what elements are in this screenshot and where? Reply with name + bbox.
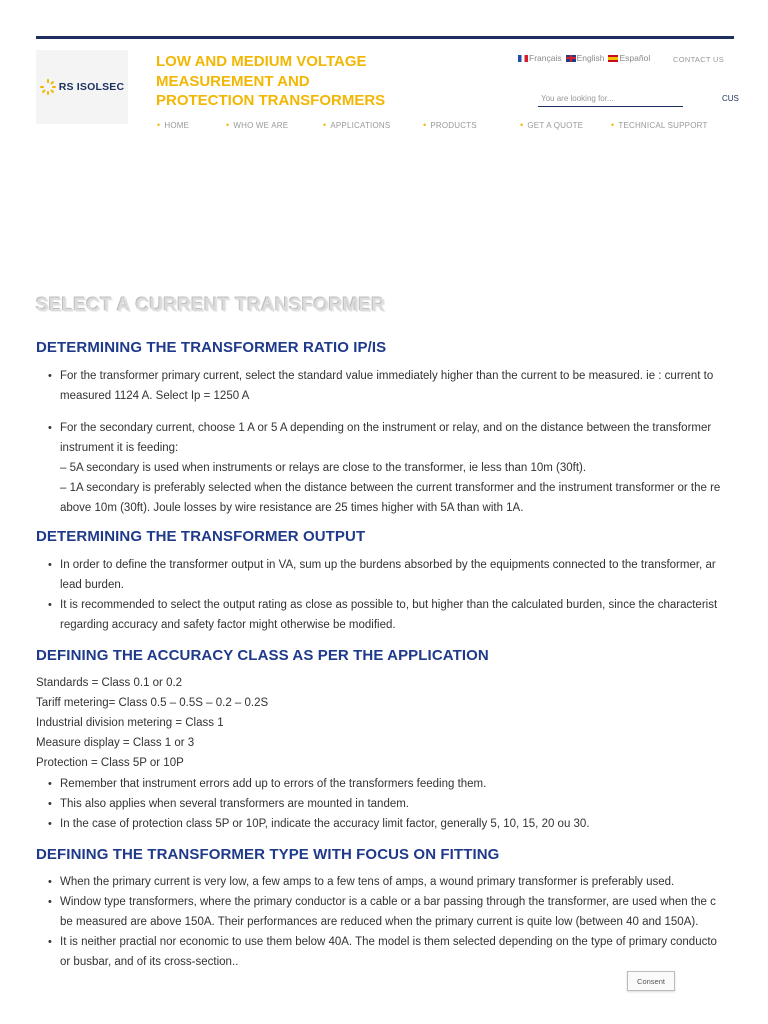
list-item: • For the secondary current, choose 1 A or 5 A depending on the instrument or relay, and on the distance between the transformer bbox=[48, 418, 734, 438]
section-heading-ratio: DETERMINING THE TRANSFORMER RATIO IP/IS bbox=[36, 339, 387, 356]
bullet-dot-icon: • bbox=[226, 120, 230, 130]
text-line: Industrial division metering = Class 1 bbox=[36, 717, 224, 729]
language-french[interactable] bbox=[518, 53, 562, 63]
nav-item-label: HOME bbox=[164, 120, 190, 130]
list-item: • It is neither practial nor economic to use them below 40A. The model is them selected depending on the type of primary conducto bbox=[48, 932, 734, 952]
nav-item-label: PRODUCTS bbox=[430, 120, 477, 130]
site-title-line: LOW AND MEDIUM VOLTAGE bbox=[156, 53, 367, 70]
list-item-continuation: – 1A secondary is preferably selected when the distance between the current transformer and the instrument transformer or the re bbox=[60, 482, 721, 494]
bullet-list bbox=[48, 872, 734, 972]
bullet-list bbox=[48, 366, 734, 406]
list-item-continuation: measured 1124 A. Select Ip = 1250 A bbox=[60, 390, 250, 402]
text-line: Tariff metering= Class 0.5 – 0.5S – 0.2 – 0.2S bbox=[36, 697, 269, 709]
spain-flag-icon bbox=[608, 55, 618, 62]
bullet-list bbox=[48, 555, 734, 635]
list-item: • It is recommended to select the output rating as close as possible to, but higher than the calculated burden, since the characterist bbox=[48, 595, 734, 615]
consent-button[interactable]: Consent bbox=[627, 971, 675, 991]
language-label: Español bbox=[619, 53, 651, 63]
nav-item-who-we-are[interactable] bbox=[226, 120, 323, 130]
nav-item-get-a-quote[interactable] bbox=[520, 120, 611, 130]
list-item-continuation: regarding accuracy and safety factor might otherwise be modified. bbox=[60, 619, 396, 631]
logo[interactable] bbox=[36, 50, 128, 124]
list-item-continuation: above 10m (30ft). Joule losses by wire resistance are 25 times higher with 5A than with 1A. bbox=[60, 502, 524, 514]
site-title-line: MEASUREMENT AND bbox=[156, 72, 310, 90]
nav-item-label: TECHNICAL SUPPORT bbox=[618, 120, 708, 130]
bullet-list bbox=[48, 418, 734, 518]
site-title[interactable] bbox=[156, 52, 416, 111]
list-item-continuation: lead burden. bbox=[60, 579, 124, 591]
text-line: Standards = Class 0.1 or 0.2 bbox=[36, 677, 183, 689]
list-item: • Remember that instrument errors add up to errors of the transformers feeding them. bbox=[48, 774, 734, 794]
nav-item-applications[interactable] bbox=[323, 120, 423, 130]
nav-item-technical-support[interactable] bbox=[611, 120, 708, 130]
nav-item-label: APPLICATIONS bbox=[330, 120, 391, 130]
contact-us-link[interactable]: CONTACT US bbox=[673, 55, 725, 64]
list-item: • When the primary current is very low, a few amps to a few tens of amps, a wound primary transformer is preferably used. bbox=[48, 872, 734, 892]
nav-item-label: WHO WE ARE bbox=[233, 120, 289, 130]
nav-item-home[interactable] bbox=[157, 120, 226, 130]
bullet-list bbox=[48, 774, 734, 834]
text-line: Measure display = Class 1 or 3 bbox=[36, 737, 195, 749]
language-spanish[interactable] bbox=[608, 53, 650, 63]
language-label: Français bbox=[529, 53, 562, 63]
header-top-border bbox=[36, 36, 734, 39]
language-label: English bbox=[576, 53, 605, 63]
list-item: • In the case of protection class 5P or 10P, indicate the accuracy limit factor, generally 5, 10, 15, 20 ou 30. bbox=[48, 814, 734, 834]
site-title-line: PROTECTION TRANSFORMERS bbox=[156, 92, 386, 109]
list-item: • In order to define the transformer output in VA, sum up the burdens absorbed by the equipments connected to the transformer, ar bbox=[48, 555, 734, 575]
language-english[interactable] bbox=[566, 53, 605, 63]
bullet-dot-icon: • bbox=[423, 120, 427, 130]
bullet-dot-icon: • bbox=[520, 120, 524, 130]
list-item: • Window type transformers, where the primary conductor is a cable or a bar passing through the transformer, are used when the c bbox=[48, 892, 734, 912]
sun-logo-icon bbox=[40, 79, 56, 95]
bullet-dot-icon: • bbox=[611, 120, 615, 130]
customer-link[interactable]: CUS bbox=[722, 94, 739, 103]
france-flag-icon bbox=[518, 55, 528, 62]
list-item: • For the transformer primary current, select the standard value immediately higher than the current to be measured. ie : current to bbox=[48, 366, 734, 386]
text-line: Protection = Class 5P or 10P bbox=[36, 757, 184, 769]
logo-text: RS ISOLSEC bbox=[58, 81, 125, 93]
search-input[interactable] bbox=[538, 90, 683, 107]
accuracy-class-list bbox=[36, 673, 268, 773]
section-heading-accuracy: DEFINING THE ACCURACY CLASS AS PER THE APPLICATION bbox=[36, 647, 489, 664]
section-heading-output: DETERMINING THE TRANSFORMER OUTPUT bbox=[36, 528, 366, 545]
nav-item-products[interactable] bbox=[423, 120, 520, 130]
page-title: SELECT A CURRENT TRANSFORMER bbox=[36, 295, 386, 316]
main-nav bbox=[157, 120, 708, 130]
bullet-dot-icon: • bbox=[157, 120, 161, 130]
uk-flag-icon bbox=[566, 55, 576, 62]
nav-item-label: GET A QUOTE bbox=[527, 120, 584, 130]
list-item-continuation: or busbar, and of its cross-section.. bbox=[60, 956, 239, 968]
list-item-continuation: be measured are above 150A. Their performances are reduced when the primary current is quite low (between 40 and 150A). bbox=[60, 916, 699, 928]
language-switcher bbox=[518, 53, 654, 63]
list-item-continuation: instrument it is feeding: bbox=[60, 442, 179, 454]
bullet-dot-icon: • bbox=[323, 120, 327, 130]
section-heading-type: DEFINING THE TRANSFORMER TYPE WITH FOCUS ON FITTING bbox=[36, 846, 500, 863]
list-item: • This also applies when several transformers are mounted in tandem. bbox=[48, 794, 734, 814]
list-item-continuation: – 5A secondary is used when instruments or relays are close to the transformer, ie less than 10m (30ft). bbox=[60, 462, 587, 474]
